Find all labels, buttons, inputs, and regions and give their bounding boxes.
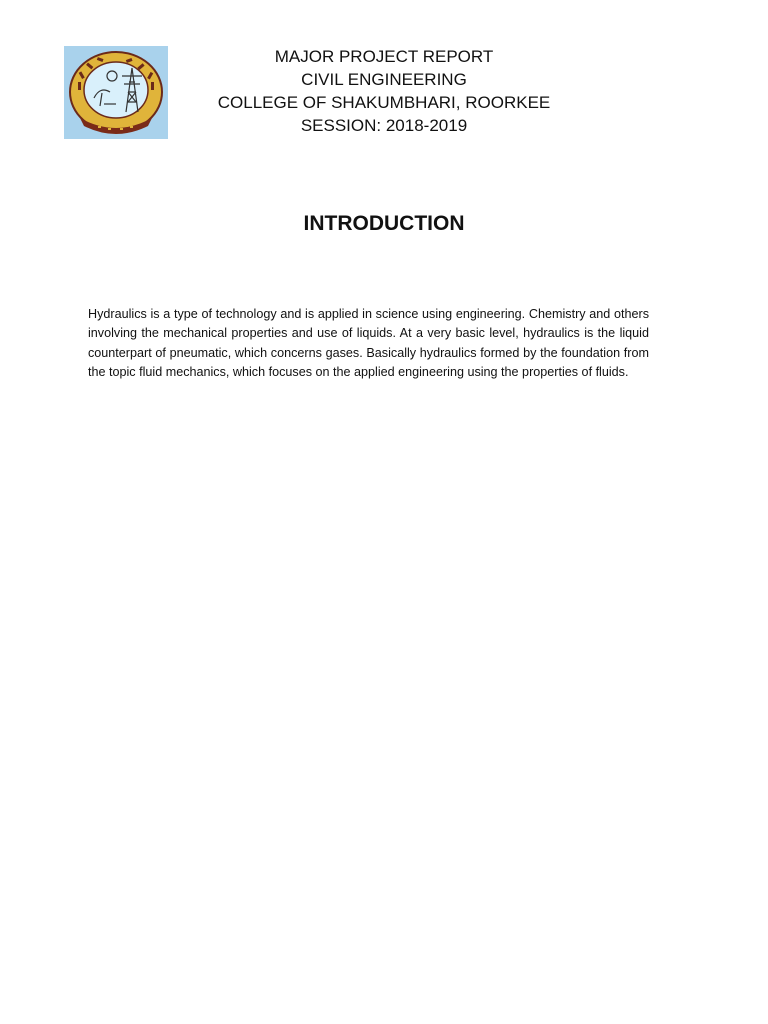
section-title: INTRODUCTION <box>303 212 465 235</box>
header-line-report: MAJOR PROJECT REPORT <box>274 47 494 66</box>
header-line-college: COLLEGE OF SHAKUMBHARI, ROORKEE <box>217 93 551 112</box>
college-crest-icon <box>64 46 168 139</box>
report-header <box>170 45 598 137</box>
header-line-session: SESSION: 2018-2019 <box>300 116 468 135</box>
header-line-department: CIVIL ENGINEERING <box>301 70 467 89</box>
introduction-paragraph: Hydraulics is a type of technology and is applied in science using engineering. Chemistry and others involving the mechanical properties and use of liquids. At a very basic level, hydraulics is the liquid counterpart of pneumatic, which concerns gases. Basically hydraulics formed by the foundation from the topic fluid mechanics, which focuses on the applied engineering using the properties of fluids. <box>88 306 649 380</box>
